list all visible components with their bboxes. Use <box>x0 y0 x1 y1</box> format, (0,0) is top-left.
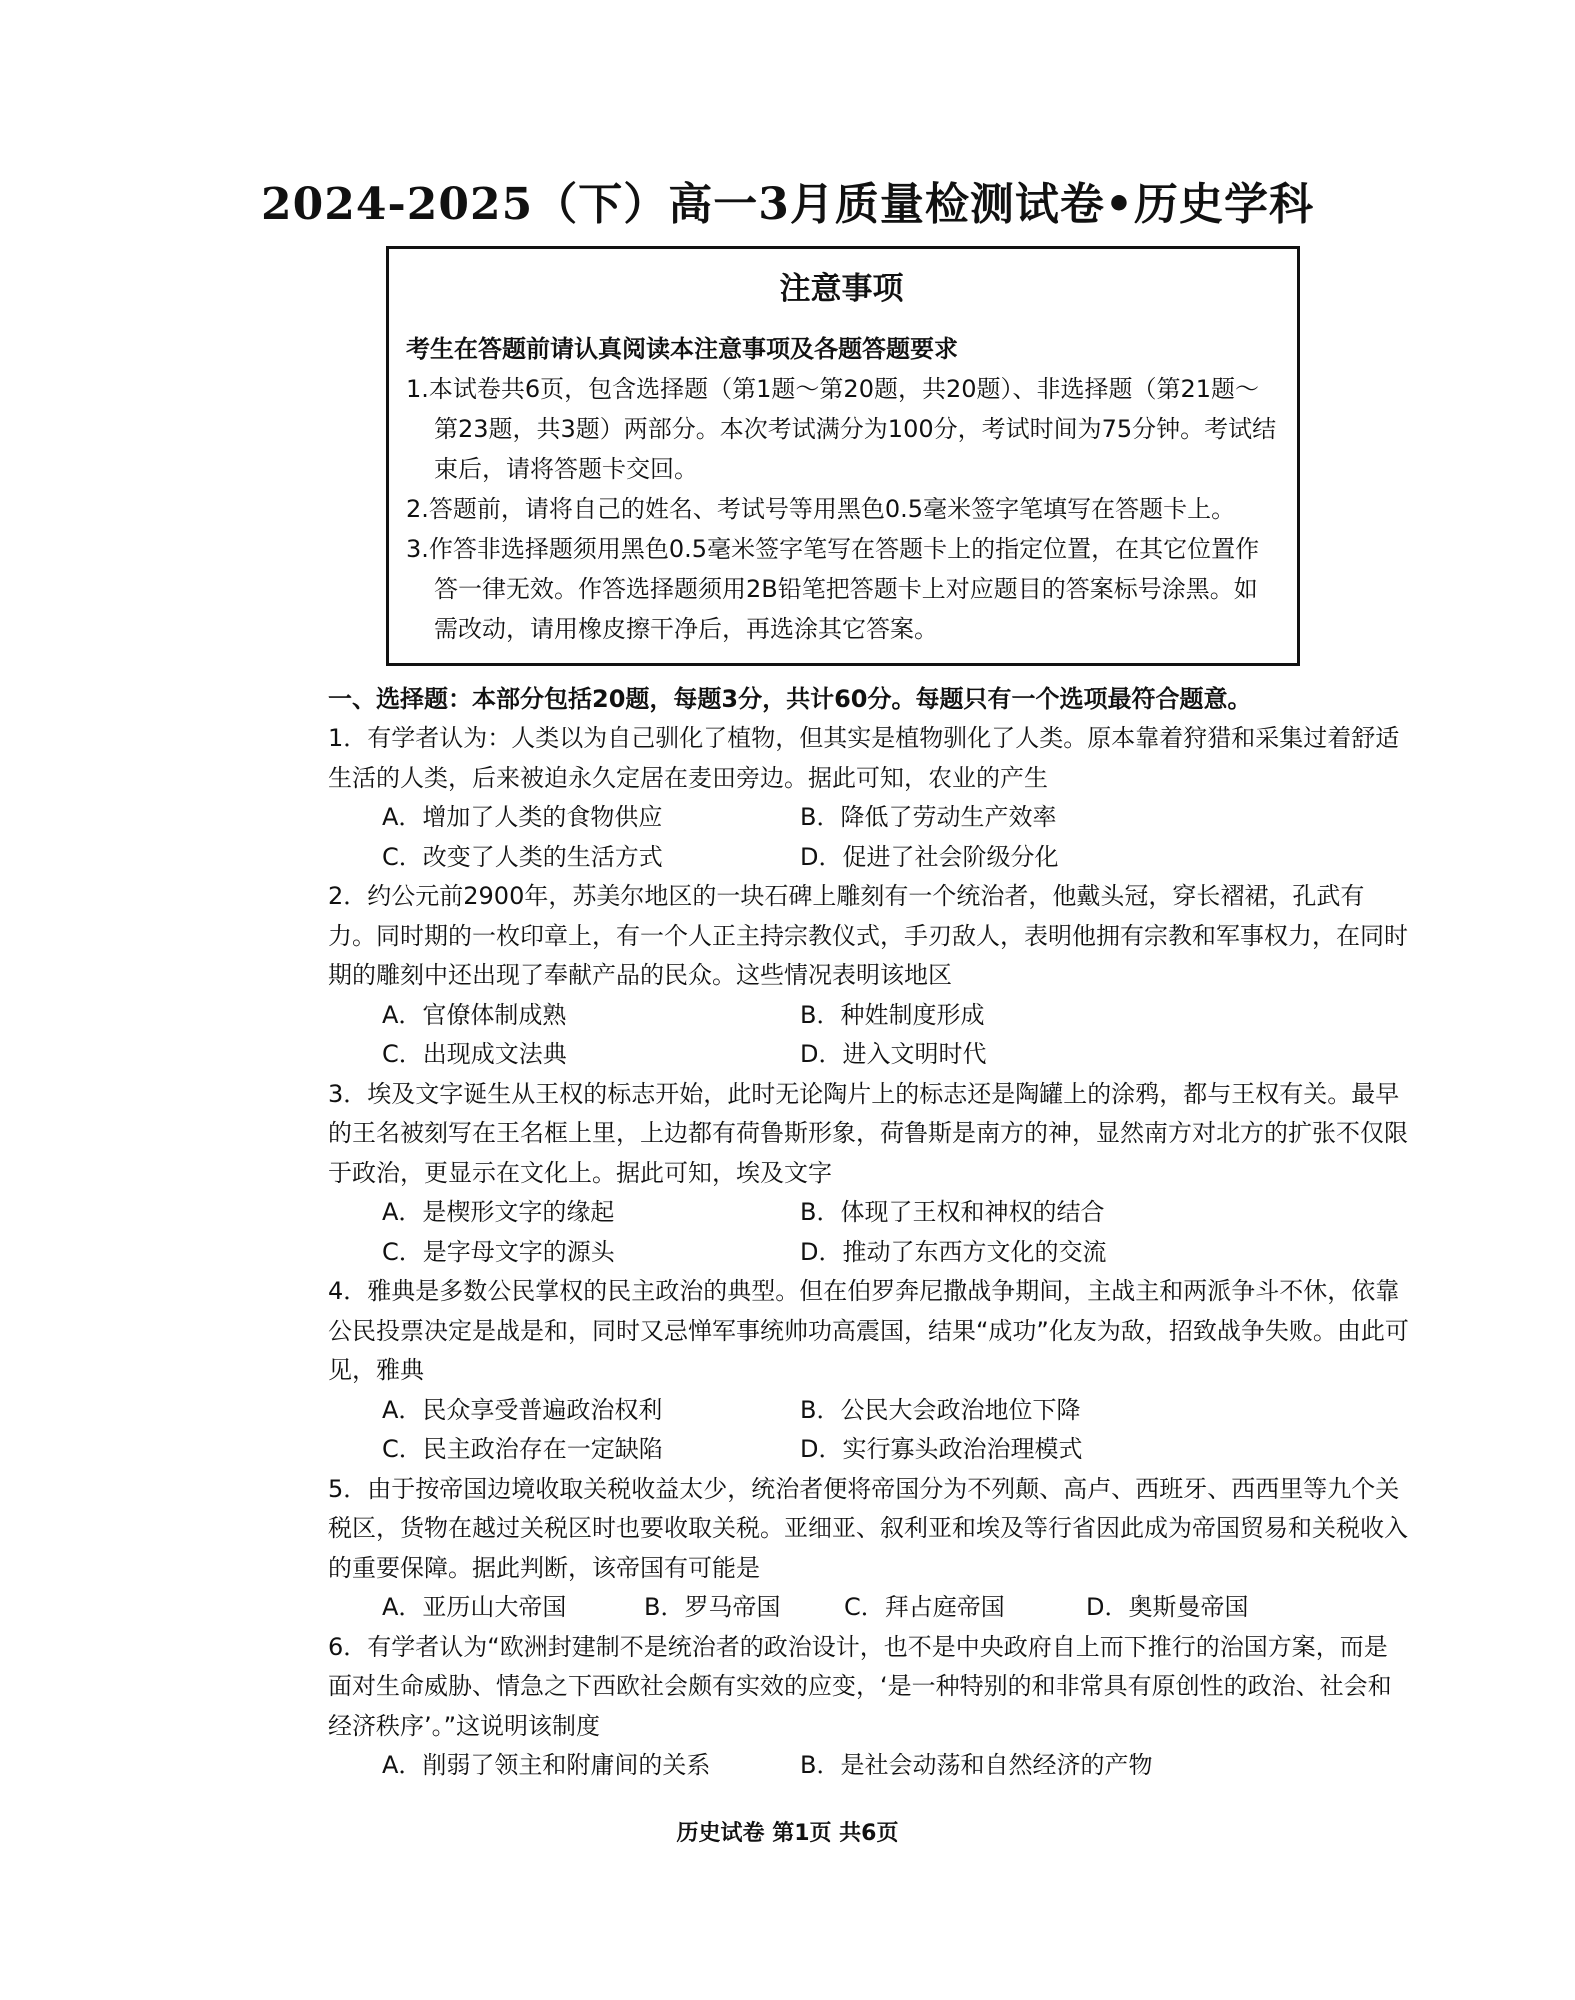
notice-intro: 考生在答题前请认真阅读本注意事项及各题答题要求 <box>406 335 958 363</box>
option-b: B．体现了王权和神权的结合 <box>800 1198 1105 1226</box>
question-stem: 1．有学者认为：人类以为自己驯化了植物，但其实是植物驯化了人类。原本靠着狩猎和采集过着舒适生活的人类，后来被迫永久定居在麦田旁边。据此可知，农业的产生 <box>328 724 1400 792</box>
option-a: A．增加了人类的食物供应 <box>382 803 663 831</box>
option-list <box>328 1193 1410 1272</box>
question-5 <box>328 1470 1410 1628</box>
option-a: A．亚历山大帝国 <box>382 1593 567 1621</box>
question-stem: 2．约公元前2900年，苏美尔地区的一块石碑上雕刻有一个统治者，他戴头冠，穿长褶裙，孔武有力。同时期的一枚印章上，有一个人正主持宗教仪式，手刃敌人，表明他拥有宗教和军事权力，在同时期的雕刻中还出现了奉献产品的民众。这些情况表明该地区 <box>328 882 1408 989</box>
notice-item-2: 2.答题前，请将自己的姓名、考试号等用黑色0.5毫米签字笔填写在答题卡上。 <box>406 495 1236 523</box>
page-title: 2024-2025（下）高一3月质量检测试卷•历史学科 <box>261 179 1314 230</box>
option-a: A．削弱了领主和附庸间的关系 <box>382 1751 711 1779</box>
question-stem: 6．有学者认为“欧洲封建制不是统治者的政治设计，也不是中央政府自上而下推行的治国方案，而是面对生命威胁、情急之下西欧社会颇有实效的应变，‘是一种特别的和非常具有原创性的政治、社会和经济秩序’。”这说明该制度 <box>328 1632 1392 1740</box>
option-list <box>328 996 1410 1075</box>
question-stem: 4．雅典是多数公民掌权的民主政治的典型。但在伯罗奔尼撒战争期间，主战主和两派争斗不休，依靠公民投票决定是战是和，同时又忌惮军事统帅功高震国，结果“成功”化友为敌，招致战争失败。由此可见，雅典 <box>328 1277 1409 1384</box>
question-stem: 5．由于按帝国边境收取关税收益太少，统治者便将帝国分为不列颠、高卢、西班牙、西西里等九个关税区，货物在越过关税区时也要收取关税。亚细亚、叙利亚和埃及等行省因此成为帝国贸易和关税收入的重要保障。据此判断，该帝国有可能是 <box>328 1474 1408 1582</box>
option-a: A．是楔形文字的缘起 <box>382 1198 615 1226</box>
option-c: C．是字母文字的源头 <box>382 1237 615 1266</box>
option-d: D．实行寡头政治治理模式 <box>800 1435 1083 1463</box>
notice-box <box>386 246 1300 666</box>
page-footer: 历史试卷 第1页 共6页 <box>676 1821 899 1846</box>
option-d: D．促进了社会阶级分化 <box>800 842 1059 871</box>
option-list <box>328 1746 1410 1786</box>
question-stem: 3．埃及文字诞生从王权的标志开始，此时无论陶片上的标志还是陶罐上的涂鸦，都与王权有关。最早的王名被刻写在王名框上里，上边都有荷鲁斯形象，荷鲁斯是南方的神，显然南方对北方的扩张不仅限于政治，更显示在文化上。据此可知，埃及文字 <box>328 1079 1408 1187</box>
option-d: D．推动了东西方文化的交流 <box>800 1237 1107 1266</box>
question-3 <box>328 1075 1410 1273</box>
option-b: B．公民大会政治地位下降 <box>800 1395 1081 1424</box>
option-d: D．进入文明时代 <box>800 1040 987 1068</box>
option-c: C．出现成文法典 <box>382 1040 567 1068</box>
notice-item-1: 1.本试卷共6页，包含选择题（第1题～第20题，共20题）、非选择题（第21题～第23题，共3题）两部分。本次考试满分为100分，考试时间为75分钟。考试结束后，请将答题卡交回。 <box>406 375 1277 483</box>
option-a: A．官僚体制成熟 <box>382 1000 567 1029</box>
question-section <box>328 680 1410 1786</box>
option-a: A．民众享受普遍政治权利 <box>382 1395 663 1424</box>
question-1 <box>328 719 1410 877</box>
option-list <box>328 1391 1410 1470</box>
option-b: B．种姓制度形成 <box>800 1000 985 1029</box>
option-b: B．降低了劳动生产效率 <box>800 803 1057 831</box>
question-2 <box>328 877 1410 1075</box>
question-4 <box>328 1272 1410 1470</box>
option-list <box>328 1588 1410 1628</box>
question-6 <box>328 1628 1410 1786</box>
section-heading: 一、选择题：本部分包括20题，每题3分，共计60分。每题只有一个选项最符合题意。 <box>328 685 1252 713</box>
notice-item-3: 3.作答非选择题须用黑色0.5毫米签字笔写在答题卡上的指定位置，在其它位置作答一律无效。作答选择题须用2B铅笔把答题卡上对应题目的答案标号涂黑。如需改动，请用橡皮擦干净后，再选涂其它答案。 <box>406 535 1260 643</box>
option-c: C．改变了人类的生活方式 <box>382 842 663 871</box>
notice-heading: 注意事项 <box>779 271 904 307</box>
option-b: B．罗马帝国 <box>644 1593 781 1621</box>
option-list <box>328 798 1410 877</box>
option-d: D．奥斯曼帝国 <box>1086 1593 1249 1621</box>
option-b: B．是社会动荡和自然经济的产物 <box>800 1751 1153 1779</box>
option-c: C．拜占庭帝国 <box>844 1593 1005 1621</box>
option-c: C．民主政治存在一定缺陷 <box>382 1435 663 1463</box>
